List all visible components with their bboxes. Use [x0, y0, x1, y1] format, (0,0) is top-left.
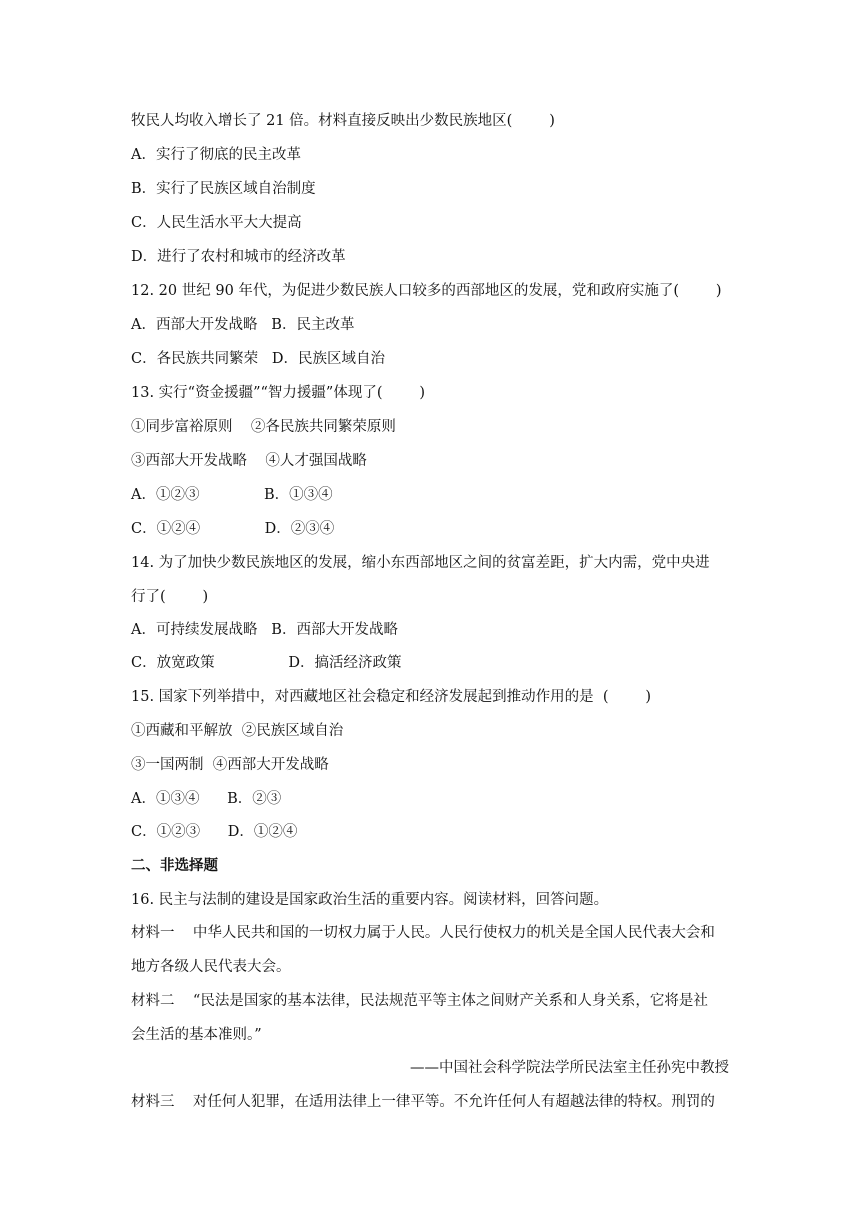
- question-14-stem: 14. 为了加快少数民族地区的发展，缩小东西部地区之间的贫富差距，扩大内需，党中央进: [131, 555, 710, 571]
- question-15-stem: 15. 国家下列举措中，对西藏地区社会稳定和经济发展起到推动作用的是 ( ): [131, 689, 652, 705]
- question-12-options-cd: C．各民族共同繁荣 D．民族区域自治: [131, 351, 386, 367]
- material-3-line-1: 材料三 对任何人犯罪，在适用法律上一律平等。不允许任何人有超越法律的特权。刑罚的: [131, 1094, 715, 1110]
- material-2-line-2: 会生活的基本准则。”: [131, 1027, 262, 1043]
- material-2-line-1: 材料二 “民法是国家的基本法律，民法规范平等主体之间财产关系和人身关系，它将是社: [131, 993, 708, 1009]
- question-14-options-ab: A．可持续发展战略 B．西部大开发战略: [131, 622, 398, 638]
- material-1-line-2: 地方各级人民代表大会。: [131, 959, 291, 975]
- question-13-items-12: ①同步富裕原则 ②各民族共同繁荣原则: [131, 419, 396, 435]
- question-12-stem: 12. 20 世纪 90 年代，为促进少数民族人口较多的西部地区的发展，党和政府实施了( ): [131, 283, 722, 299]
- material-1-line-1: 材料一 中华人民共和国的一切权力属于人民。人民行使权力的机关是全国人民代表大会和: [131, 925, 715, 941]
- question-16-stem: 16. 民主与法制的建设是国家政治生活的重要内容。阅读材料，回答问题。: [131, 892, 609, 908]
- question-13-options-cd: C．①②④ D．②③④: [131, 521, 335, 537]
- question-14-stem-end: 行了( ): [131, 589, 209, 605]
- question-11-option-a: A．实行了彻底的民主改革: [131, 147, 301, 163]
- question-15-items-34: ③一国两制 ④西部大开发战略: [131, 757, 329, 773]
- question-11-option-b: B．实行了民族区域自治制度: [131, 181, 316, 197]
- question-13-stem: 13. 实行“资金援疆”“智力援疆”体现了( ): [131, 385, 426, 401]
- question-15-options-ab: A．①③④ B．②③: [131, 791, 282, 807]
- section-heading: 二、非选择题: [131, 857, 218, 874]
- question-15-options-cd: C．①②③ D．①②④: [131, 824, 298, 840]
- question-12-options-ab: A．西部大开发战略 B．民主改革: [131, 317, 355, 333]
- question-11-stem-end: 牧民人均收入增长了 21 倍。材料直接反映出少数民族地区( ): [131, 113, 555, 129]
- question-13-options-ab: A．①②③ B．①③④: [131, 487, 333, 503]
- question-14-options-cd: C．放宽政策 D．搞活经济政策: [131, 655, 402, 671]
- question-15-items-12: ①西藏和平解放 ②民族区域自治: [131, 723, 344, 739]
- question-11-option-d: D．进行了农村和城市的经济改革: [131, 249, 346, 265]
- question-11-option-c: C．人民生活水平大大提高: [131, 215, 302, 231]
- question-13-items-34: ③西部大开发战略 ④人才强国战略: [131, 453, 367, 469]
- material-2-attribution: ——中国社会科学院法学所民法室主任孙宪中教授: [410, 1060, 729, 1076]
